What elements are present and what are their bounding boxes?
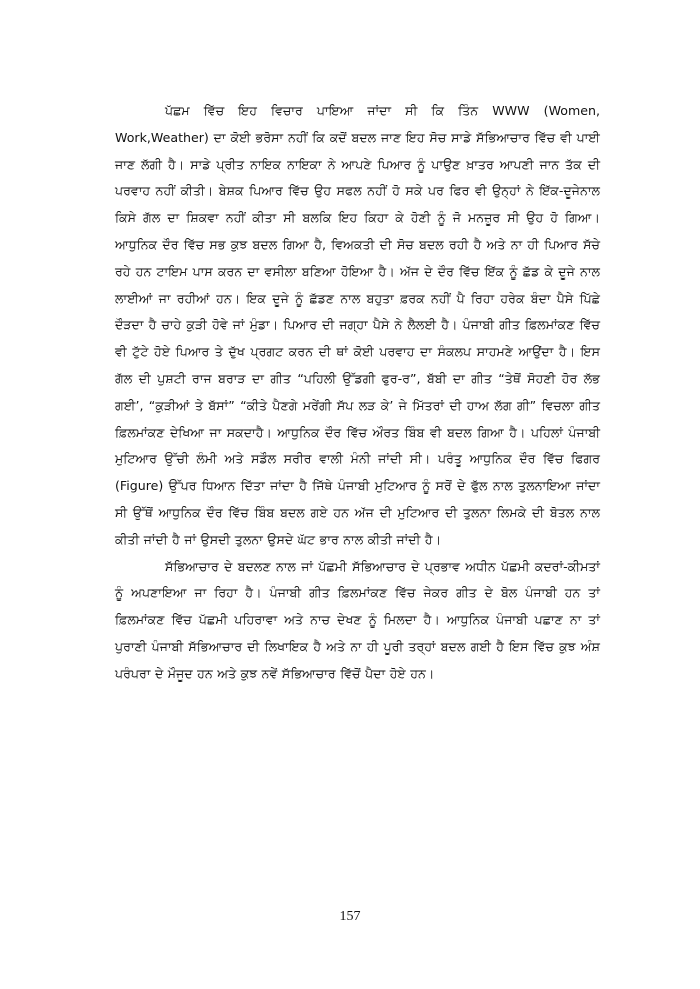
body-text [115,98,600,688]
paragraph-1: ਪੱਛਮ ਵਿੱਚ ਇਹ ਵਿਚਾਰ ਪਾਇਆ ਜਾਂਦਾ ਸੀ ਕਿ ਤਿੰਨ WWW (Women, Work,Weather) ਦਾ ਕੋਈ ਭਰੋਸਾ ਨਹੀਂ ਕਿ ਕਦੋਂ ਬਦਲ ਜਾਣ ਇਹ ਸੋਚ ਸਾਡੇ ਸੱਭਿਆਚਾਰ ਵਿੱਚ ਵੀ ਪਾਈ ਜਾਣ ਲੱਗੀ ਹੈ। ਸਾਡੇ ਪ੍ਰੀਤ ਨਾਇਕ ਨਾਇਕਾ ਨੇ ਆਪਣੇ ਪਿਆਰ ਨੂੰ ਪਾਉਣ ਖ਼ਾਤਰ ਆਪਣੀ ਜਾਨ ਤੱਕ ਦੀ ਪਰਵਾਹ ਨਹੀਂ ਕੀਤੀ। ਬੇਸ਼ਕ ਪਿਆਰ ਵਿੱਚ ਉਹ ਸਫਲ ਨਹੀਂ ਹੋ ਸਕੇ ਪਰ ਫਿਰ ਵੀ ਉਨ੍ਹਾਂ ਨੇ ਇੱਕ-ਦੂਜੇਨਾਲ ਕਿਸੇ ਗੱਲ ਦਾ ਸ਼ਿਕਵਾ ਨਹੀਂ ਕੀਤਾ ਸੀ ਬਲਕਿ ਇਹ ਕਿਹਾ ਕੇ ਹੋਣੀ ਨੂੰ ਜੋ ਮਨਜ਼ੂਰ ਸੀ ਉਹ ਹੋ ਗਿਆ। ਆਧੁਨਿਕ ਦੌਰ ਵਿੱਚ ਸਭ ਕੁਝ ਬਦਲ ਗਿਆ ਹੈ, ਵਿਅਕਤੀ ਦੀ ਸੋਚ ਬਦਲ ਰਹੀ ਹੈ ਅਤੇ ਨਾ ਹੀ ਪਿਆਰ ਸੱਚੇ ਰਹੇ ਹਨ ਟਾਇਮ ਪਾਸ ਕਰਨ ਦਾ ਵਸੀਲਾ ਬਣਿਆ ਹੋਇਆ ਹੈ। ਅੱਜ ਦੇ ਦੌਰ ਵਿੱਚ ਇੱਕ ਨੂੰ ਛੱਡ ਕੇ ਦੂਜੇ ਨਾਲ ਲਾਈਆਂ ਜਾ ਰਹੀਆਂ ਹਨ। ਇਕ ਦੂਜੇ ਨੂੰ ਛੱਡਣ ਨਾਲ ਬਹੁਤਾ ਫ਼ਰਕ ਨਹੀਂ ਪੈ ਰਿਹਾ ਹਰੇਕ ਬੰਦਾ ਪੈਸੇ ਪਿੱਛੇ ਦੌੜਦਾ ਹੈ ਚਾਹੇ ਕੁੜੀ ਹੋਵੇ ਜਾਂ ਮੁੰਡਾ। ਪਿਆਰ ਦੀ ਜਗ੍ਹਾ ਪੈਸੇ ਨੇ ਲੈਲਈ ਹੈ। ਪੰਜਾਬੀ ਗੀਤ ਫ਼ਿਲਮਾਂਕਣ ਵਿੱਚ ਵੀ ਟੁੱਟੇ ਹੋਏ ਪਿਆਰ ਤੇ ਦੁੱਖ ਪ੍ਰਗਟ ਕਰਨ ਦੀ ਥਾਂ ਕੋਈ ਪਰਵਾਹ ਦਾ ਸੰਕਲਪ ਸਾਹਮਣੇ ਆਉਂਦਾ ਹੈ। ਇਸ ਗੱਲ ਦੀ ਪੁਸ਼ਟੀ ਰਾਜ ਬਰਾੜ ਦਾ ਗੀਤ “ਪਹਿਲੀ ਉੱਡਗੀ ਫੁਰ-ਰ”, ਬੱਬੀ ਦਾ ਗੀਤ “ਤੇਥੋਂ ਸੋਹਣੀ ਹੋਰ ਲੱਭ ਗਈ’, “ਕੁੜੀਆਂ ਤੇ ਬੱਸਾਂ” “ਕੀਤੇ ਪੈਣਗੇ ਮਰੇਂਗੀ ਸੱਪ ਲੜ ਕੇ’ ਜੇ ਮਿੱਤਰਾਂ ਦੀ ਹਾਅ ਲੱਗ ਗੀ” ਵਿਚਲਾ ਗੀਤ ਫ਼ਿਲਮਾਂਕਣ ਦੇਖਿਆ ਜਾ ਸਕਦਾਹੈ। ਆਧੁਨਿਕ ਦੌਰ ਵਿੱਚ ਔਰਤ ਬਿੰਬ ਵੀ ਬਦਲ ਗਿਆ ਹੈ। ਪਹਿਲਾਂ ਪੰਜਾਬੀ ਮੁਟਿਆਰ ਉੱਚੀ ਲੰਮੀ ਅਤੇ ਸਡੌਲ ਸਰੀਰ ਵਾਲੀ ਮੰਨੀ ਜਾਂਦੀ ਸੀ। ਪਰੰਤੂ ਆਧੁਨਿਕ ਦੌਰ ਵਿੱਚ ਫਿਗਰ (Figure) ਉੱਪਰ ਧਿਆਨ ਦਿੱਤਾ ਜਾਂਦਾ ਹੈ ਜਿੱਥੇ ਪੰਜਾਬੀ ਮੁਟਿਆਰ ਨੂੰ ਸਰੋਂ ਦੇ ਫੁੱਲ ਨਾਲ ਤੁਲਨਾਇਆ ਜਾਂਦਾ ਸੀ ਉੱਥੋਂ ਆਧੁਨਿਕ ਦੌਰ ਵਿੱਚ ਬਿੰਬ ਬਦਲ ਗਏ ਹਨ ਅੱਜ ਦੀ ਮੁਟਿਆਰ ਦੀ ਤੁਲਨਾ ਲਿਮਕੇ ਦੀ ਬੋਤਲ ਨਾਲ ਕੀਤੀ ਜਾਂਦੀ ਹੈ ਜਾਂ ਉਸਦੀ ਤੁਲਨਾ ਉਸਦੇ ਘੱਟ ਭਾਰ ਨਾਲ ਕੀਤੀ ਜਾਂਦੀ ਹੈ। [115,103,600,547]
paragraph-2: ਸੱਭਿਆਚਾਰ ਦੇ ਬਦਲਣ ਨਾਲ ਜਾਂ ਪੱਛਮੀ ਸੱਭਿਆਚਾਰ ਦੇ ਪ੍ਰਭਾਵ ਅਧੀਨ ਪੱਛਮੀ ਕਦਰਾਂ-ਕੀਮਤਾਂ ਨੂੰ ਅਪਣਾਇਆ ਜਾ ਰਿਹਾ ਹੈ। ਪੰਜਾਬੀ ਗੀਤ ਫ਼ਿਲਮਾਂਕਣ ਵਿੱਚ ਜੇਕਰ ਗੀਤ ਦੇ ਬੋਲ ਪੰਜਾਬੀ ਹਨ ਤਾਂ ਫ਼ਿਲਮਾਂਕਣ ਵਿੱਚ ਪੱਛਮੀ ਪਹਿਰਾਵਾ ਅਤੇ ਨਾਚ ਦੇਖਣ ਨੂੰ ਮਿਲਦਾ ਹੈ। ਆਧੁਨਿਕ ਪੰਜਾਬੀ ਪਛਾਣ ਨਾ ਤਾਂ ਪੁਰਾਣੀ ਪੰਜਾਬੀ ਸੱਭਿਆਚਾਰ ਦੀ ਲਿਖਾਇਕ ਹੈ ਅਤੇ ਨਾ ਹੀ ਪੂਰੀ ਤਰ੍ਹਾਂ ਬਦਲ ਗਈ ਹੈ ਇਸ ਵਿੱਚ ਕੁਝ ਅੰਸ਼ ਪਰੰਪਰਾ ਦੇ ਮੌਜੂਦ ਹਨ ਅਤੇ ਕੁਝ ਨਵੇਂ ਸੱਭਿਆਚਾਰ ਵਿੱਚੋਂ ਪੈਦਾ ਹੋਏ ਹਨ। [115,558,600,681]
page-number: 157 [339,909,361,924]
